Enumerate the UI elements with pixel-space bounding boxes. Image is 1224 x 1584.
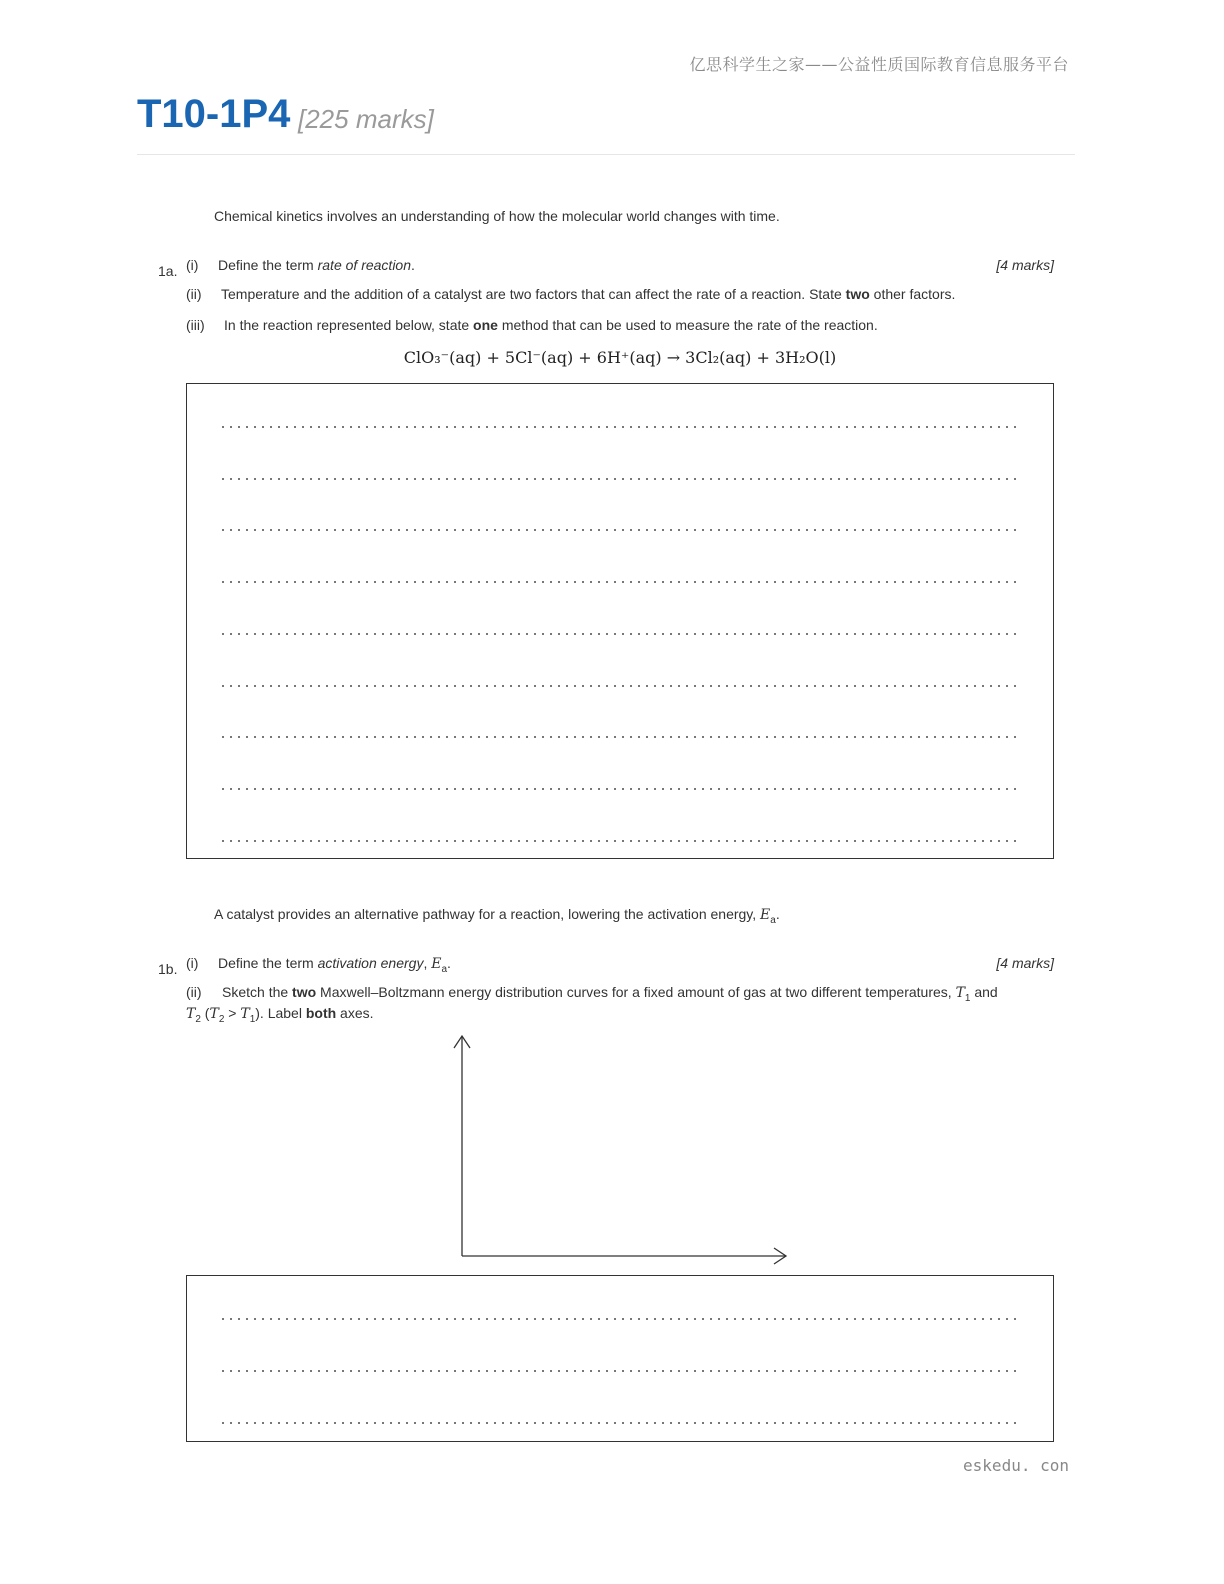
q1b-ii-text: Sketch the — [222, 984, 293, 1000]
q1a-i-text: Define the term — [218, 257, 318, 273]
answer-line[interactable] — [219, 1318, 1017, 1320]
q1b-cond-t1-sub: 1 — [249, 1013, 256, 1025]
q1b-t1-symbol: T — [955, 985, 965, 1001]
q1b-label-end: axes. — [336, 1005, 374, 1021]
footer-watermark: eskedu. con — [963, 1456, 1069, 1475]
answer-line[interactable] — [219, 478, 1017, 480]
q1b-answer-box[interactable] — [186, 1275, 1054, 1442]
q1a-iii-end: method that can be used to measure the rate of the reaction. — [497, 317, 878, 333]
answer-line[interactable] — [219, 633, 1017, 635]
q1a-i-term: rate of reaction — [317, 257, 411, 273]
q1b-i-subscript: a — [441, 963, 448, 975]
answer-line[interactable] — [219, 840, 1017, 842]
q1a-number: 1a. — [158, 263, 178, 279]
site-banner: 亿思科学生之家——公益性质国际教育信息服务平台 — [689, 55, 1069, 74]
q1b-i-roman: (i) — [186, 955, 199, 971]
q1a-i-end: . — [411, 257, 415, 273]
q1b-ii-text-2: Maxwell–Boltzmann energy distribution curves for a fixed amount of gas at two different temperatures, — [316, 984, 956, 1000]
answer-line[interactable] — [219, 685, 1017, 687]
q1a-part-ii — [186, 286, 955, 302]
q1b-cond-close: ). Label — [255, 1005, 306, 1021]
q1a-marks: [4 marks] — [996, 257, 1054, 273]
q1b-t2-subscript: 2 — [195, 1013, 201, 1025]
q1b-ii-roman: (ii) — [186, 984, 202, 1000]
header-divider — [137, 154, 1075, 155]
q1b-ii-bold: two — [292, 984, 317, 1000]
q1b-intro-end: . — [775, 906, 780, 922]
total-marks: [225 marks] — [298, 104, 434, 134]
sketch-axes[interactable] — [440, 1030, 800, 1270]
q1b-marks: [4 marks] — [996, 955, 1054, 971]
q1b-i-comma: , — [423, 955, 432, 971]
answer-line[interactable] — [219, 1422, 1017, 1424]
q1b-cond-open: ( — [200, 1005, 210, 1021]
q1b-intro-symbol: E — [760, 907, 771, 923]
q1b-cond-t2: T — [209, 1006, 219, 1022]
q1a-answer-box[interactable] — [186, 383, 1054, 859]
q1b-number: 1b. — [158, 961, 178, 977]
q1b-cond-t1: T — [240, 1006, 250, 1022]
q1b-intro-subscript: a — [770, 914, 776, 926]
q1b-and: and — [970, 984, 998, 1000]
q1b-part-ii-line1 — [186, 984, 998, 1004]
answer-line[interactable] — [219, 581, 1017, 583]
q1a-i-roman: (i) — [186, 257, 199, 273]
q1b-i-term: activation energy — [317, 955, 424, 971]
q1b-part-ii-line2 — [186, 1005, 374, 1025]
page-title: T10-1P4 — [137, 92, 291, 136]
answer-line[interactable] — [219, 426, 1017, 428]
q1b-t2-symbol: T — [186, 1006, 196, 1022]
q1a-ii-bold: two — [845, 286, 870, 302]
q1a-iii-text: In the reaction represented below, state — [224, 317, 474, 333]
q1b-cond-gt: > — [224, 1005, 241, 1021]
answer-line[interactable] — [219, 529, 1017, 531]
q1b-label-bold: both — [305, 1005, 337, 1021]
q1b-part-i — [186, 955, 451, 975]
q1a-iii-roman: (iii) — [186, 317, 205, 333]
q1a-ii-end: other factors. — [869, 286, 956, 302]
q1a-ii-text: Temperature and the addition of a catalyst are two factors that can affect the rate of a reaction. State — [221, 286, 846, 302]
q1b-i-end: . — [447, 955, 451, 971]
q1b-intro — [214, 906, 780, 926]
q1b-i-symbol: E — [431, 956, 442, 972]
q1b-intro-text: A catalyst provides an alternative pathway for a reaction, lowering the activation energy, — [214, 906, 761, 922]
answer-line[interactable] — [219, 788, 1017, 790]
q1a-part-i — [186, 257, 415, 273]
q1b-i-text: Define the term — [218, 955, 318, 971]
q1b-cond-t2-sub: 2 — [218, 1013, 225, 1025]
q1a-ii-roman: (ii) — [186, 286, 202, 302]
q1a-iii-bold: one — [473, 317, 498, 333]
q1a-intro: Chemical kinetics involves an understanding of how the molecular world changes with time. — [214, 208, 780, 224]
q1a-part-iii — [186, 317, 878, 333]
reaction-equation: ClO₃⁻(aq) + 5Cl⁻(aq) + 6H⁺(aq) → 3Cl₂(aq) + 3H₂O(l) — [403, 348, 837, 367]
answer-line[interactable] — [219, 1370, 1017, 1372]
answer-line[interactable] — [219, 736, 1017, 738]
q1b-t1-subscript: 1 — [964, 992, 971, 1004]
